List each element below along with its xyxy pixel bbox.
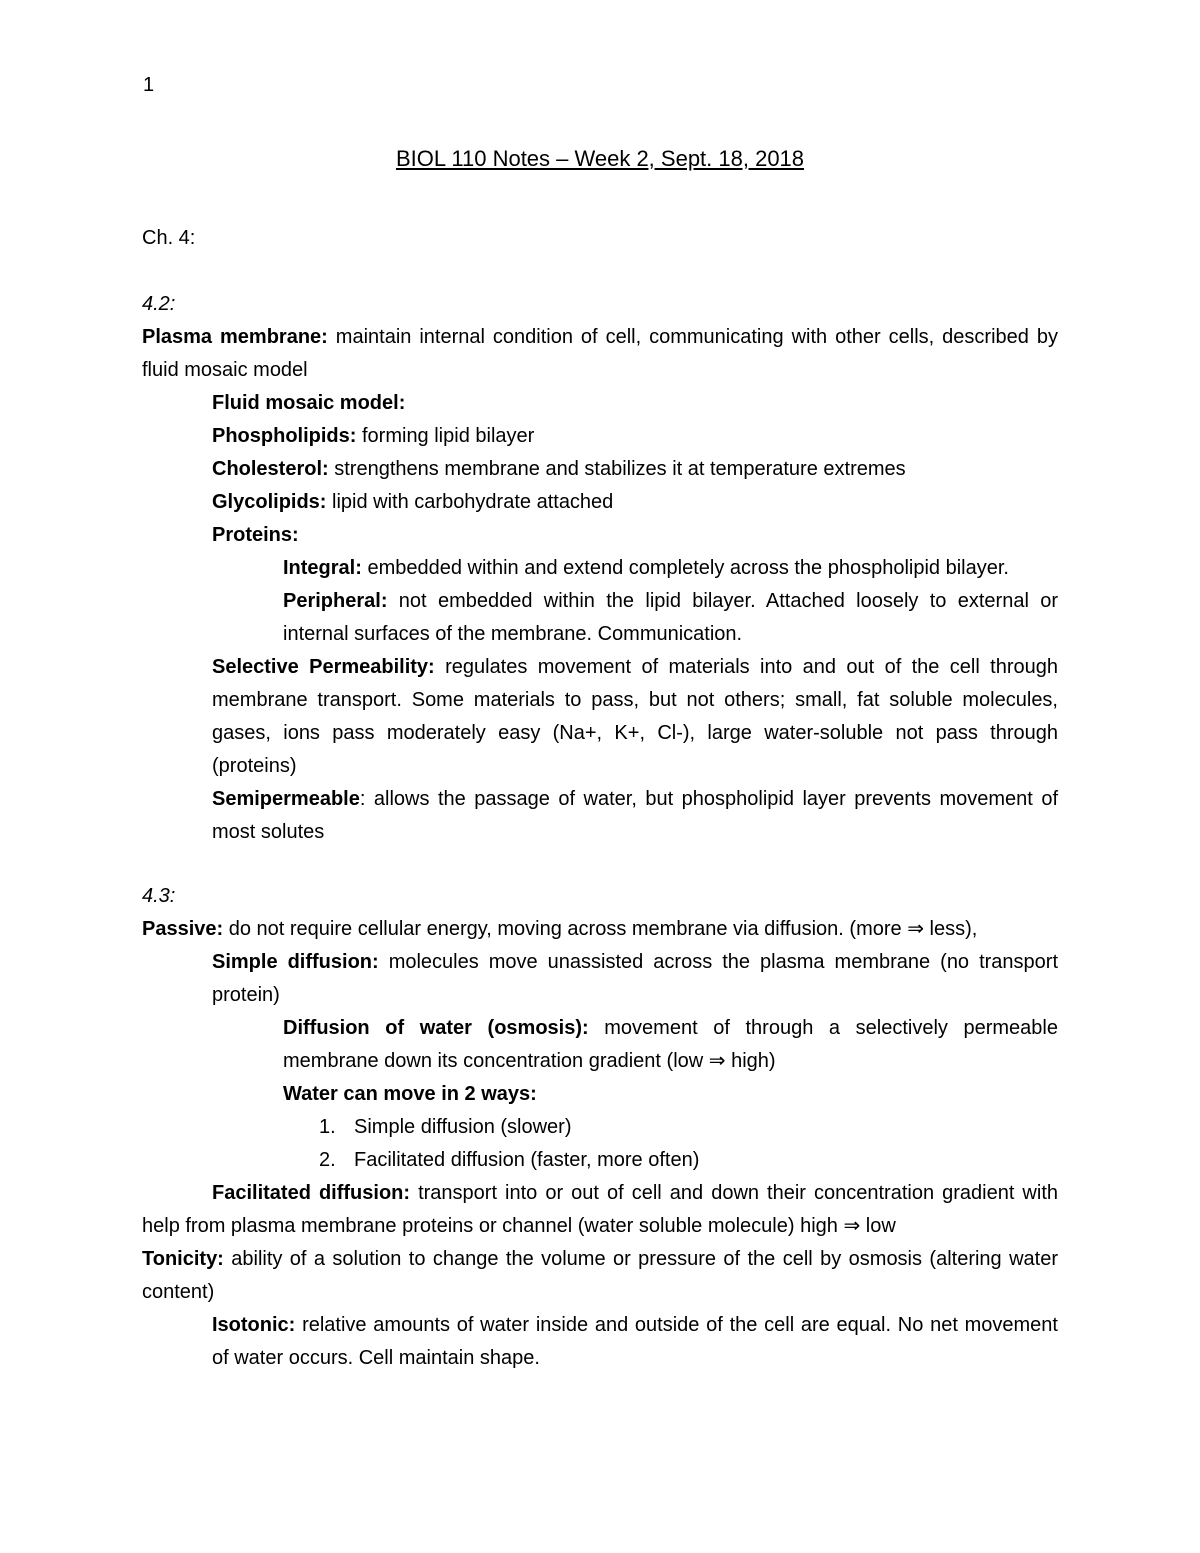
note-simple-diffusion xyxy=(212,946,1058,1012)
list-text: Simple diffusion (slower) xyxy=(354,1116,572,1138)
term-selective-permeability: Selective Permeability: xyxy=(212,656,435,678)
note-tonicity xyxy=(142,1243,1058,1309)
term-simple-diffusion: Simple diffusion: xyxy=(212,951,379,973)
term-water-ways: Water can move in 2 ways: xyxy=(283,1083,537,1105)
section-heading-4-2: 4.2: xyxy=(142,293,176,315)
def-phospholipids: forming lipid bilayer xyxy=(356,425,535,447)
term-peripheral: Peripheral: xyxy=(283,590,388,612)
def-osmosis: movement of through a selectively permeable membrane down its concentration gradient (low ⇒ high) xyxy=(283,1017,1058,1072)
note-plasma-membrane xyxy=(142,321,1058,387)
term-proteins: Proteins: xyxy=(212,524,299,546)
note-integral xyxy=(283,552,1058,585)
page-number: 1 xyxy=(143,74,155,96)
notes-body xyxy=(142,222,1058,1375)
def-facilitated-diffusion: transport into or out of cell and down their concentration gradient with help from plasma membrane proteins or channel (water soluble molecule) high ⇒ low xyxy=(142,1182,1058,1237)
def-selective-permeability: regulates movement of materials into and out of the cell through membrane transport. Some materials to pass, but not others; small, fat soluble molecules, gases, ions pass moderately easy (Na+, K+, Cl-), large water-soluble not pass through (proteins) xyxy=(212,656,1059,777)
term-cholesterol: Cholesterol: xyxy=(212,458,329,480)
note-cholesterol xyxy=(212,453,1058,486)
page-title: BIOL 110 Notes – Week 2, Sept. 18, 2018 xyxy=(395,146,805,171)
def-peripheral: not embedded within the lipid bilayer. Attached loosely to external or internal surfaces of the membrane. Communication. xyxy=(283,590,1058,645)
term-semipermeable: Semipermeable xyxy=(212,788,360,810)
term-osmosis: Diffusion of water (osmosis): xyxy=(283,1017,589,1039)
note-osmosis xyxy=(283,1012,1058,1078)
note-water-ways xyxy=(283,1078,1058,1111)
term-tonicity: Tonicity: xyxy=(142,1248,224,1270)
list-item xyxy=(319,1144,1058,1177)
def-cholesterol: strengthens membrane and stabilizes it at temperature extremes xyxy=(328,458,906,480)
note-facilitated-diffusion xyxy=(142,1177,1058,1243)
note-isotonic xyxy=(212,1309,1058,1375)
term-passive: Passive: xyxy=(142,918,224,940)
def-plasma-membrane: maintain internal condition of cell, communicating with other cells, described by fluid mosaic model xyxy=(142,326,1058,381)
note-fluid-mosaic-model xyxy=(212,387,1058,420)
term-isotonic: Isotonic: xyxy=(212,1314,296,1336)
def-passive: do not require cellular energy, moving across membrane via diffusion. (more ⇒ less), xyxy=(223,918,978,940)
def-simple-diffusion: molecules move unassisted across the plasma membrane (no transport protein) xyxy=(212,951,1059,1006)
list-number: 1. xyxy=(319,1116,336,1138)
def-isotonic: relative amounts of water inside and outside of the cell are equal. No net movement of water occurs. Cell maintain shape. xyxy=(212,1314,1058,1369)
def-integral: embedded within and extend completely across the phospholipid bilayer. xyxy=(361,557,1009,579)
def-tonicity: ability of a solution to change the volume or pressure of the cell by osmosis (altering water content) xyxy=(142,1248,1058,1303)
list-text: Facilitated diffusion (faster, more often) xyxy=(354,1149,700,1171)
term-integral: Integral: xyxy=(283,557,362,579)
note-peripheral xyxy=(283,585,1058,651)
term-facilitated-diffusion: Facilitated diffusion: xyxy=(212,1182,411,1204)
term-glycolipids: Glycolipids: xyxy=(212,491,327,513)
chapter-heading: Ch. 4: xyxy=(142,227,196,249)
note-phospholipids xyxy=(212,420,1058,453)
note-proteins xyxy=(212,519,1058,552)
list-item xyxy=(319,1111,1058,1144)
term-plasma-membrane: Plasma membrane: xyxy=(142,326,328,348)
list-number: 2. xyxy=(319,1149,336,1171)
section-heading-4-3: 4.3: xyxy=(142,885,176,907)
term-phospholipids: Phospholipids: xyxy=(212,425,357,447)
def-glycolipids: lipid with carbohydrate attached xyxy=(326,491,614,513)
note-glycolipids xyxy=(212,486,1058,519)
def-semipermeable: : allows the passage of water, but phospholipid layer prevents movement of most solutes xyxy=(212,788,1058,843)
term-fluid-mosaic-model: Fluid mosaic model: xyxy=(212,392,406,414)
note-semipermeable xyxy=(212,783,1058,849)
note-selective-permeability xyxy=(212,651,1058,783)
note-passive xyxy=(142,913,1058,946)
